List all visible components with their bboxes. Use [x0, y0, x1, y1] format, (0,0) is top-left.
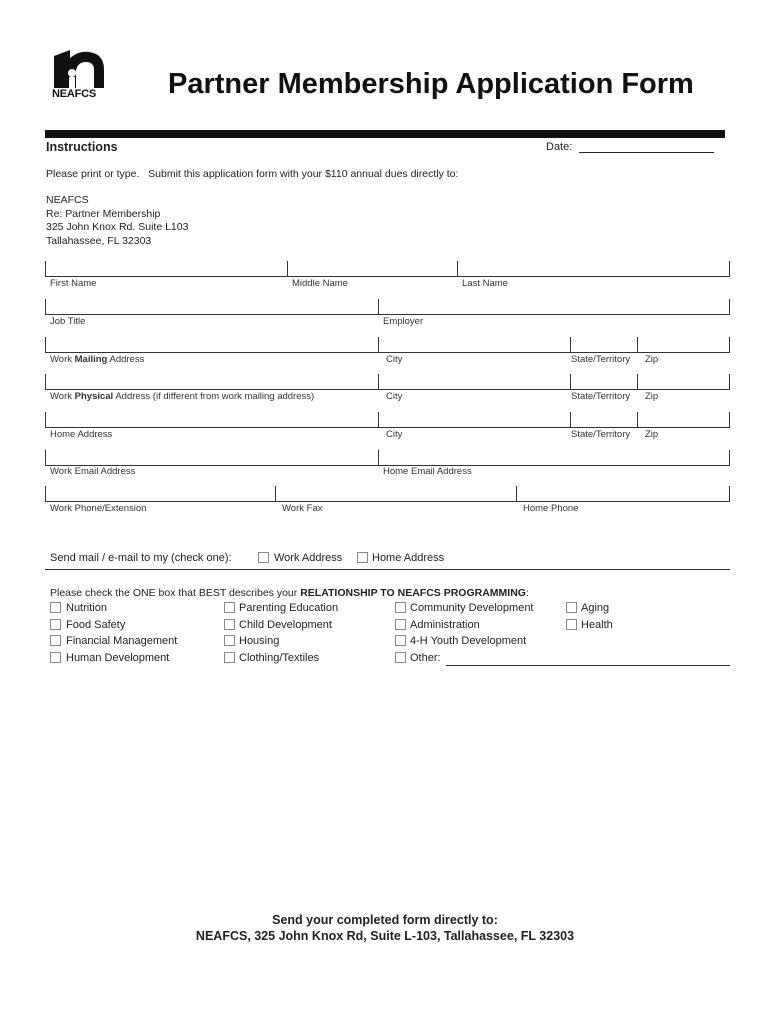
relationship-prompt: Please check the ONE box that BEST describes your RELATIONSHIP TO NEAFCS PROGRAMMING: [50, 587, 529, 599]
section-divider [45, 569, 730, 570]
instructions-heading: Instructions [46, 140, 118, 154]
health-label: Health [581, 619, 613, 631]
title-rule [45, 130, 725, 138]
work-mailing-city-input[interactable] [379, 337, 569, 352]
human-development-checkbox[interactable] [50, 652, 61, 663]
zip-label: Zip [645, 391, 659, 402]
footer-line-2: NEAFCS, 325 John Knox Rd, Suite L-103, Tallahassee, FL 32303 [195, 929, 575, 943]
mailing-address-line: NEAFCS [46, 194, 89, 206]
parenting-education-checkbox[interactable] [224, 602, 235, 613]
nutrition-label: Nutrition [66, 602, 107, 614]
food-safety-label: Food Safety [66, 619, 126, 631]
work-email-input[interactable] [46, 450, 377, 465]
health-checkbox[interactable] [566, 619, 577, 630]
send-mail-label: Send mail / e-mail to my (check one): [50, 552, 232, 564]
footer-line-1: Send your completed form directly to: [272, 913, 498, 927]
clothing-textiles-label: Clothing/Textiles [239, 652, 320, 664]
administration-label: Administration [410, 619, 480, 631]
home-address-field-line [45, 427, 730, 428]
home-address-checkbox[interactable] [357, 552, 368, 563]
child-development-label: Child Development [239, 619, 332, 631]
state-label: State/Territory [571, 391, 631, 402]
city-label: City [386, 354, 403, 365]
mailing-address-line: 325 John Knox Rd. Suite L103 [46, 221, 189, 233]
first-name-label: First Name [50, 278, 97, 289]
home-phone-input[interactable] [517, 486, 728, 501]
work-mailing-zip-input[interactable] [638, 337, 728, 352]
work-fax-input[interactable] [276, 486, 515, 501]
home-city-input[interactable] [379, 412, 569, 427]
middle-name-label: Middle Name [292, 278, 348, 289]
field-divider [729, 486, 730, 501]
mailing-address-line: Re: Partner Membership [46, 208, 161, 220]
work-physical-city-input[interactable] [379, 374, 569, 389]
employer-label: Employer [383, 316, 424, 327]
field-divider [729, 261, 730, 276]
work-phone-input[interactable] [46, 486, 274, 501]
financial-management-label: Financial Management [66, 635, 178, 647]
date-field[interactable] [579, 152, 714, 153]
home-state-input[interactable] [571, 412, 636, 427]
zip-label: Zip [645, 429, 659, 440]
aging-checkbox[interactable] [566, 602, 577, 613]
field-divider [729, 374, 730, 389]
intro-text: Please print or type. Submit this application form with your $110 annual dues directly to: [46, 168, 459, 180]
job-title-label: Job Title [50, 316, 86, 327]
youth-development-checkbox[interactable] [395, 635, 406, 646]
work-mailing-address-input[interactable] [46, 337, 377, 352]
other-input[interactable] [446, 665, 730, 666]
physical-field-line [45, 389, 730, 390]
work-physical-address-input[interactable] [46, 374, 377, 389]
field-divider [729, 337, 730, 352]
home-zip-input[interactable] [638, 412, 728, 427]
work-fax-label: Work Fax [282, 503, 323, 514]
home-address-label: Home Address [50, 429, 113, 440]
work-physical-zip-input[interactable] [638, 374, 728, 389]
community-development-checkbox[interactable] [395, 602, 406, 613]
child-development-checkbox[interactable] [224, 619, 235, 630]
work-address-checkbox[interactable] [258, 552, 269, 563]
city-label: City [386, 391, 403, 402]
page-title: Partner Membership Application Form [168, 68, 694, 100]
mailing-field-line [45, 352, 730, 353]
field-divider [729, 450, 730, 465]
financial-management-checkbox[interactable] [50, 635, 61, 646]
home-email-input[interactable] [379, 450, 728, 465]
work-phone-label: Work Phone/Extension [50, 503, 147, 514]
last-name-input[interactable] [458, 261, 728, 276]
date-label: Date: [546, 141, 573, 153]
other-label: Other: [410, 652, 441, 664]
nutrition-checkbox[interactable] [50, 602, 61, 613]
home-email-label: Home Email Address [383, 466, 472, 477]
field-divider [729, 412, 730, 427]
community-development-label: Community Development [410, 602, 534, 614]
city-label: City [386, 429, 403, 440]
human-development-label: Human Development [66, 652, 170, 664]
job-title-input[interactable] [46, 299, 377, 314]
other-checkbox[interactable] [395, 652, 406, 663]
work-physical-state-input[interactable] [571, 374, 636, 389]
state-label: State/Territory [571, 354, 631, 365]
clothing-textiles-checkbox[interactable] [224, 652, 235, 663]
work-mailing-address-label: Work Mailing Address [50, 354, 145, 365]
job-field-line [45, 314, 730, 315]
logo-text: NEAFCS [52, 88, 97, 100]
first-name-input[interactable] [46, 261, 286, 276]
employer-input[interactable] [379, 299, 728, 314]
aging-label: Aging [581, 602, 610, 614]
work-email-label: Work Email Address [50, 466, 136, 477]
zip-label: Zip [645, 354, 659, 365]
middle-name-input[interactable] [288, 261, 456, 276]
last-name-label: Last Name [462, 278, 508, 289]
field-divider [729, 299, 730, 314]
work-address-option-label: Work Address [274, 552, 343, 564]
work-physical-address-label: Work Physical Address (if different from work mailing address) [50, 391, 315, 402]
mailing-address-line: Tallahassee, FL 32303 [46, 235, 152, 247]
state-label: State/Territory [571, 429, 631, 440]
youth-development-label: 4-H Youth Development [410, 635, 527, 647]
housing-checkbox[interactable] [224, 635, 235, 646]
phone-field-line [45, 501, 730, 502]
administration-checkbox[interactable] [395, 619, 406, 630]
housing-label: Housing [239, 635, 280, 647]
food-safety-checkbox[interactable] [50, 619, 61, 630]
work-mailing-state-input[interactable] [571, 337, 636, 352]
home-phone-label: Home Phone [523, 503, 579, 514]
home-address-input[interactable] [46, 412, 377, 427]
home-address-option-label: Home Address [372, 552, 445, 564]
parenting-education-label: Parenting Education [239, 602, 339, 614]
name-field-line [45, 276, 730, 277]
